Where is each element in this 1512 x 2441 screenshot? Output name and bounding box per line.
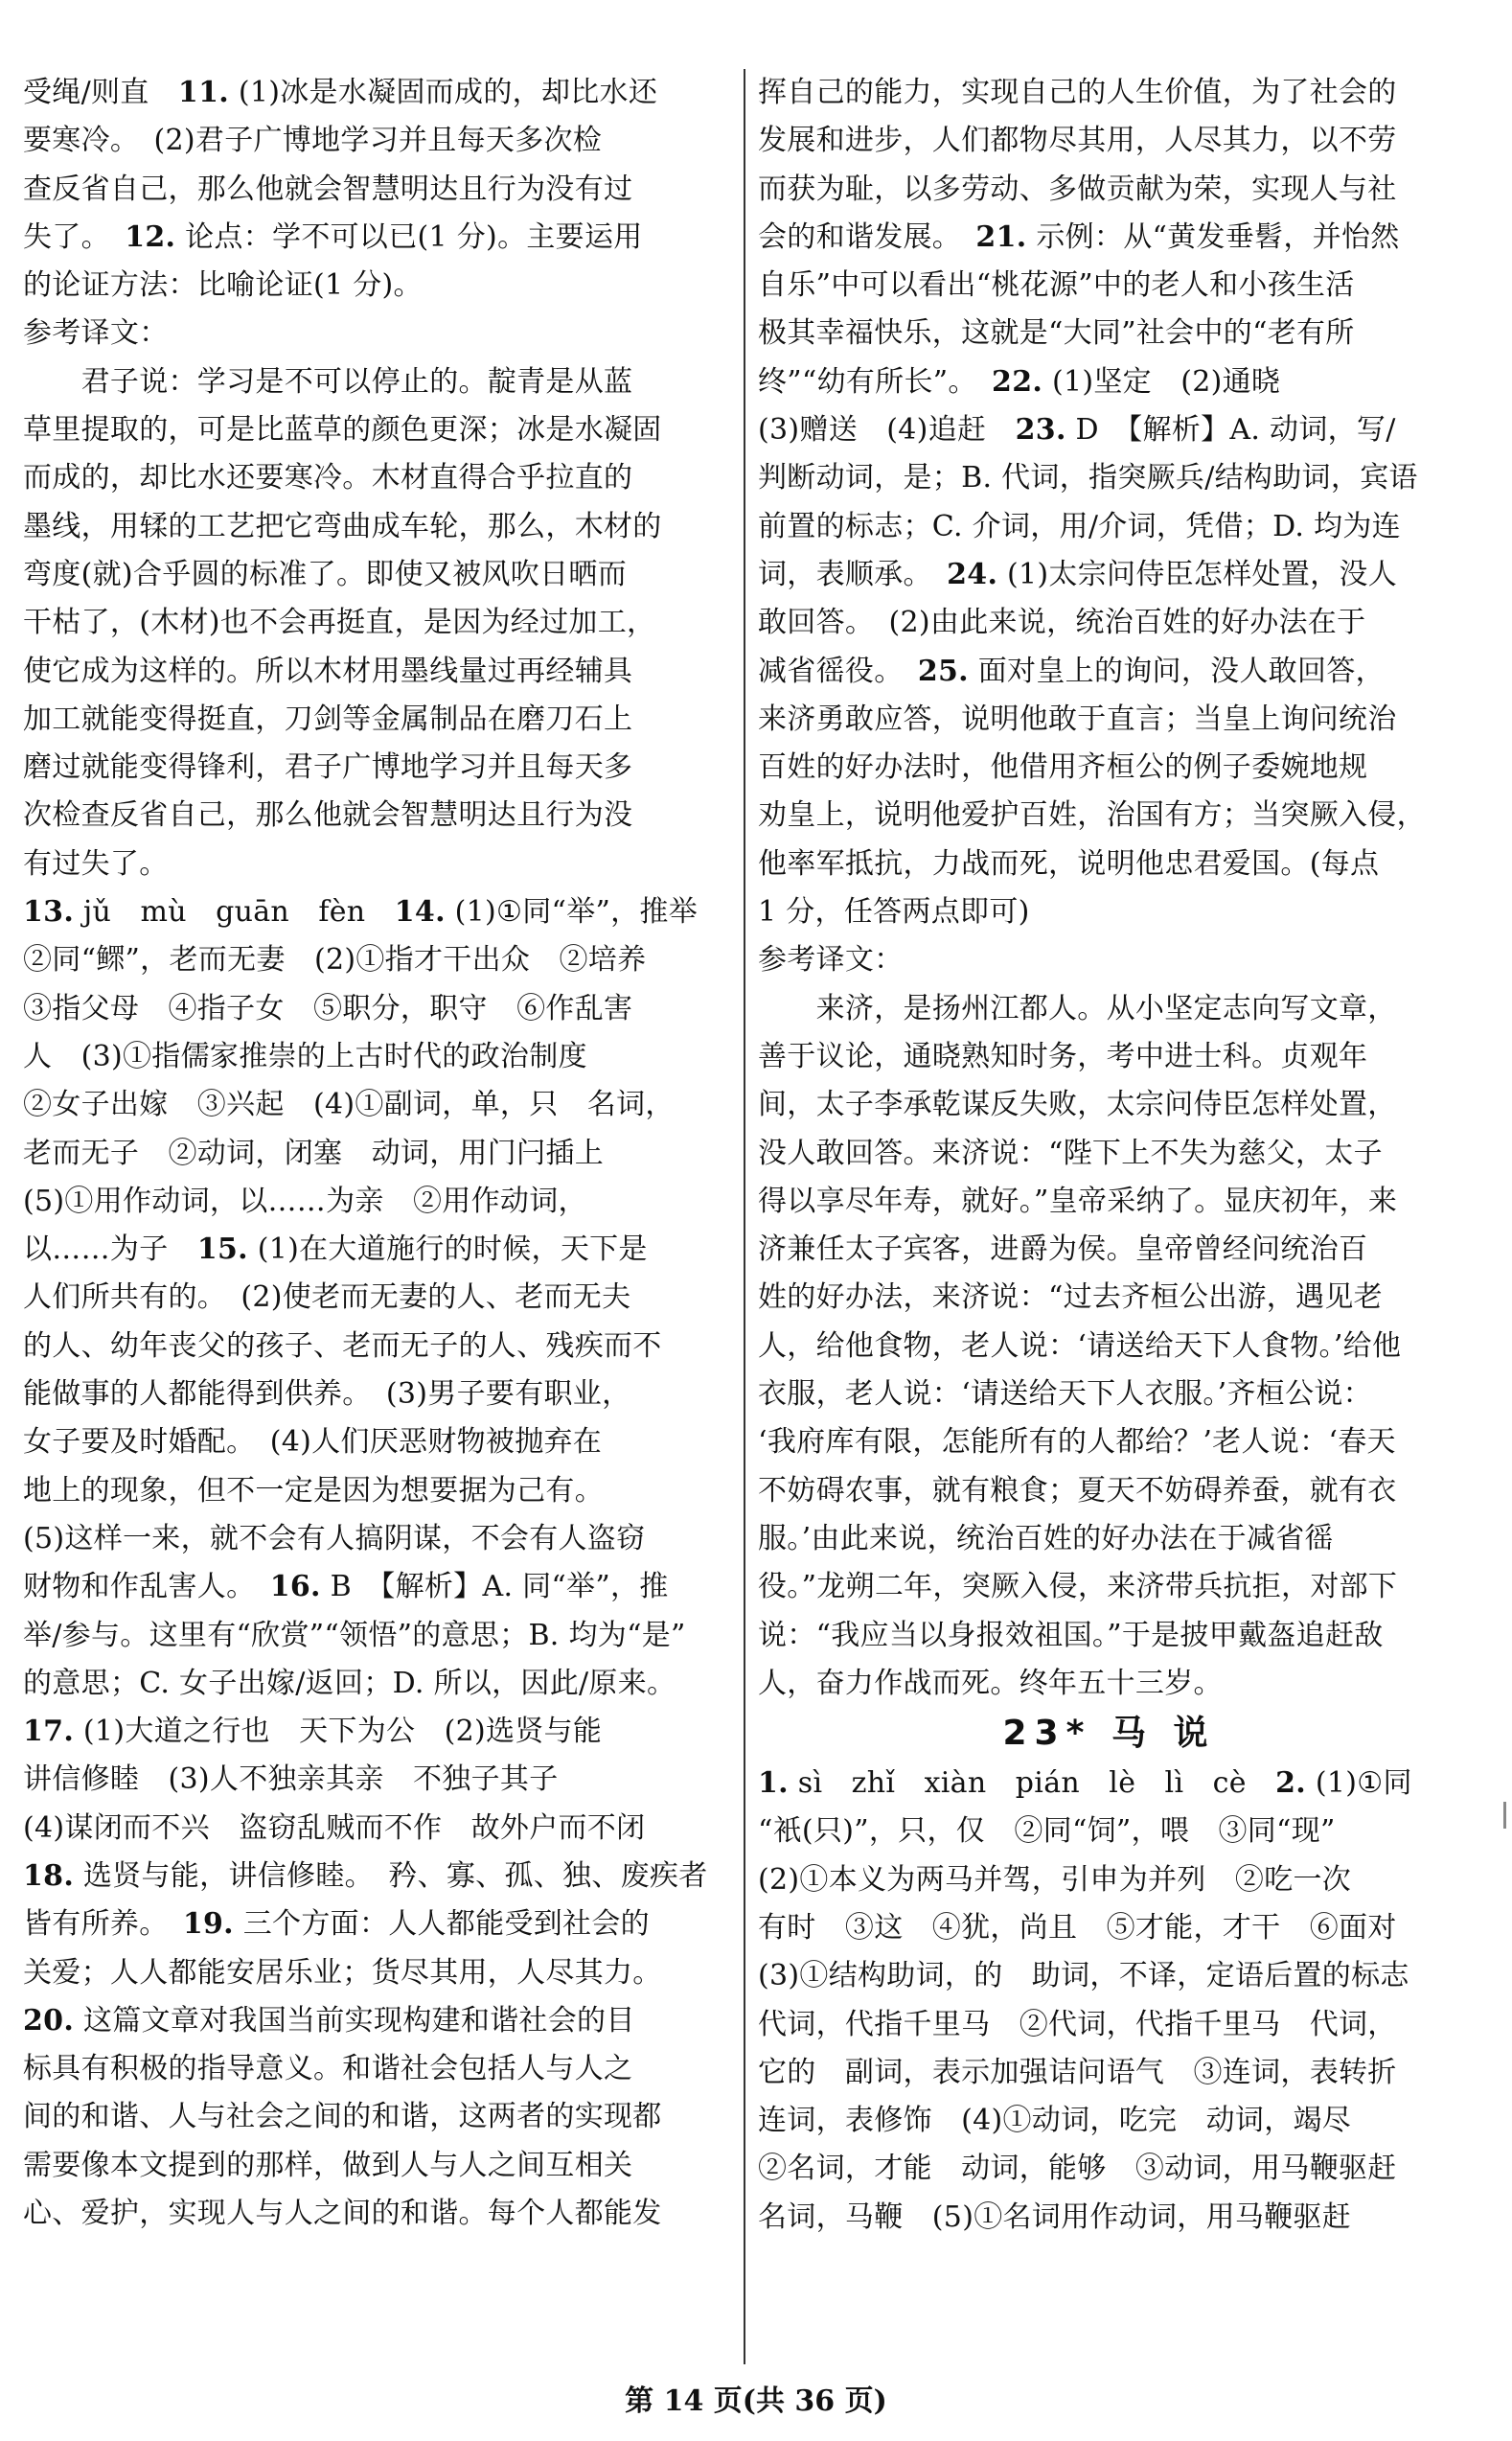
- text-line: 皆有所养。 19. 三个方面：人人都能受到社会的: [23, 1907, 650, 1942]
- text-line: 使它成为这样的。所以木材用墨线量过再经辅具: [23, 654, 633, 688]
- column-divider: [744, 69, 745, 2364]
- text-line: 而成的，却比水还要寒冷。木材直得合乎拉直的: [23, 461, 633, 495]
- text-line: ‘我府库有限，怎能所有的人都给？’老人说：‘春天: [758, 1425, 1396, 1460]
- text-line: 人 (3)①指儒家推崇的上古时代的政治制度: [23, 1039, 587, 1073]
- left-column: [23, 69, 725, 2238]
- text-line: 讲信修睦 (3)人不独亲其亲 不独子其子: [23, 1762, 559, 1797]
- text-line: 济兼任太子宾客，进爵为侯。皇帝曾经问统治百: [758, 1232, 1368, 1267]
- text-line: 判断动词，是；B. 代词，指突厥兵/结构助词，宾语: [758, 461, 1418, 495]
- text-line: 前置的标志；C. 介词，用/介词，凭借；D. 均为连: [758, 509, 1401, 543]
- text-line: ②同“鳏”，老而无妻 (2)①指才干出众 ②培养: [23, 943, 647, 978]
- text-line: 词，表顺承。 24. (1)太宗问侍臣怎样处置，没人: [758, 557, 1398, 591]
- text-line: ③指父母 ④指子女 ⑤职分，职守 ⑥作乱害: [23, 991, 633, 1025]
- text-line: 役。”龙朔二年，突厥入侵，来济带兵抗拒，对部下: [758, 1570, 1398, 1604]
- text-line: 能做事的人都能得到供养。 (3)男子要有职业，: [23, 1377, 631, 1412]
- text-line: 百姓的好办法时，他借用齐桓公的例子委婉地规: [758, 750, 1368, 785]
- text-line: 它的 副词，表示加强诘问语气 ③连词，表转折: [758, 2055, 1397, 2089]
- text-line: 君子说：学习是不可以停止的。靛青是从蓝: [23, 364, 633, 399]
- text-line: (4)谋闭而不兴 盗窃乱贼而不作 故外户而不闭: [23, 1810, 646, 1845]
- text-line: 人，给他食物，老人说：‘请送给天下人食物。’给他: [758, 1328, 1402, 1363]
- right-column-top: [758, 69, 1460, 1708]
- text-line: 参考译文：: [758, 943, 904, 978]
- text-line: 举/参与。这里有“欣赏”“领悟”的意思；B. 均为“是”: [23, 1618, 686, 1652]
- text-line: 而获为耻，以多劳动、多做贡献为荣，实现人与社: [758, 172, 1397, 206]
- text-line: 间，太子李承乾谋反失败，太宗问侍臣怎样处置，: [758, 1088, 1397, 1122]
- text-line: 草里提取的，可是比蓝草的颜色更深；冰是水凝固: [23, 413, 662, 448]
- text-line: 终”“幼有所长”。 22. (1)坚定 (2)通晓: [758, 364, 1281, 399]
- text-line: 关爱；人人都能安居乐业；货尽其用，人尽其力。: [23, 1955, 662, 1990]
- right-column-bottom: [758, 1760, 1460, 2242]
- text-line: 要寒冷。 (2)君子广博地学习并且每天多次检: [23, 124, 603, 158]
- text-line: 13. jǔ mù guān fèn 14. (1)①同“举”，推举: [23, 895, 699, 930]
- text-line: 极其幸福快乐，这就是“大同”社会中的“老有所: [758, 316, 1355, 351]
- text-line: 的人、幼年丧父的孩子、老而无子的人、残疾而不: [23, 1328, 662, 1363]
- text-line: 次检查反省自己，那么他就会智慧明达且行为没: [23, 798, 633, 833]
- text-line: 减省徭役。 25. 面对皇上的询问，没人敢回答，: [758, 654, 1385, 688]
- text-line: 说：“我应当以身报效祖国。”于是披甲戴盔追赶敌: [758, 1618, 1384, 1652]
- text-line: 代词，代指千里马 ②代词，代指千里马 代词，: [758, 2007, 1397, 2041]
- text-line: 墨线，用𫐓的工艺把它弯曲成车轮，那么，木材的: [23, 509, 662, 543]
- text-line: 衣服，老人说：‘请送给天下人衣服。’齐桓公说：: [758, 1377, 1372, 1412]
- text-line: 女子要及时婚配。 (4)人们厌恶财物被抛弃在: [23, 1425, 603, 1460]
- text-line: 1 分，任答两点即可): [758, 895, 1030, 930]
- text-line: 发展和进步，人们都物尽其用，人尽其力，以不劳: [758, 124, 1397, 158]
- text-line: 20. 这篇文章对我国当前实现构建和谐社会的目: [23, 2003, 635, 2038]
- text-line: ②名词，才能 动词，能够 ③动词，用马鞭驱赶: [758, 2152, 1397, 2186]
- text-line: “衹(只)”，只，仅 ②同“饲”，喂 ③同“现”: [758, 1814, 1336, 1849]
- text-line: 财物和作乱害人。 16. B 【解析】A. 同“举”，推: [23, 1570, 669, 1604]
- text-line: 17. (1)大道之行也 天下为公 (2)选贤与能: [23, 1715, 603, 1749]
- section-title: 23* 马 说: [1002, 1714, 1216, 1754]
- text-line: (3)赠送 (4)追赶 23. D 【解析】A. 动词，写/: [758, 413, 1396, 448]
- text-line: 连词，表修饰 (4)①动词，吃完 动词，竭尽: [758, 2104, 1352, 2138]
- text-line: 以……为子 15. (1)在大道施行的时候，天下是: [23, 1232, 648, 1267]
- text-line: 人，奋力作战而死。终年五十三岁。: [758, 1666, 1223, 1700]
- text-line: 间的和谐、人与社会之间的和谐，这两者的实现都: [23, 2100, 662, 2134]
- text-line: (5)这样一来，就不会有人搞阴谋，不会有人盗窃: [23, 1521, 646, 1555]
- text-line: 的意思；C. 女子出嫁/返回；D. 所以，因此/原来。: [23, 1666, 676, 1700]
- text-line: 参考译文：: [23, 316, 169, 351]
- text-line: 老而无子 ②动词，闭塞 动词，用门闩插上: [23, 1136, 604, 1170]
- text-line: 有过失了。: [23, 846, 169, 881]
- text-line: 不妨碍农事，就有粮食；夏天不妨碍养蚕，就有衣: [758, 1473, 1397, 1508]
- text-line: 干枯了，(木材)也不会再挺直，是因为经过加工，: [23, 606, 656, 640]
- text-line: 有时 ③这 ④犹，尚且 ⑤才能，才干 ⑥面对: [758, 1910, 1397, 1945]
- page-footer: 第 14 页(共 36 页): [625, 2384, 887, 2418]
- text-line: 服。’由此来说，统治百姓的好办法在于减省徭: [758, 1521, 1334, 1555]
- text-line: (5)①用作动词，以……为亲 ②用作动词，: [23, 1184, 587, 1218]
- text-line: ②女子出嫁 ③兴起 (4)①副词，单，只 名词，: [23, 1088, 675, 1122]
- text-line: (3)①结构助词，的 助词，不译，定语后置的标志: [758, 1959, 1409, 1993]
- text-line: 人们所共有的。 (2)使老而无妻的人、老而无夫: [23, 1280, 631, 1315]
- text-line: 来济勇敢应答，说明他敢于直言；当皇上询问统治: [758, 702, 1397, 736]
- text-line: 得以享尽年寿，就好。”皇帝采纳了。显庆初年，来: [758, 1184, 1398, 1218]
- text-line: 敢回答。 (2)由此来说，统治百姓的好办法在于: [758, 606, 1366, 640]
- text-line: 挥自己的能力，实现自己的人生价值，为了社会的: [758, 76, 1397, 109]
- text-line: 会的和谐发展。 21. 示例：从“黄发垂髫，并怡然: [758, 219, 1400, 254]
- text-line: 自乐”中可以看出“桃花源”中的老人和小孩生活: [758, 268, 1355, 303]
- text-line: 1. sì zhǐ xiàn pián lè lì cè 2. (1)①同: [758, 1766, 1412, 1801]
- text-line: 受绳/则直 11. (1)冰是水凝固而成的，却比水还: [23, 76, 658, 109]
- answer-page: [23, 69, 1460, 2379]
- text-line: 他率军抵抗，力战而死，说明他忠君爱国。(每点: [758, 846, 1380, 881]
- text-line: 标具有积极的指导意义。和谐社会包括人与人之: [23, 2052, 633, 2086]
- text-line: 查反省自己，那么他就会智慧明达且行为没有过: [23, 172, 633, 206]
- text-line: 姓的好办法，来济说：“过去齐桓公出游，遇见老: [758, 1280, 1383, 1315]
- text-line: 劝皇上，说明他爱护百姓，治国有方；当突厥入侵，: [758, 798, 1426, 833]
- text-line: 需要像本文提到的那样，做到人与人之间互相关: [23, 2148, 633, 2182]
- text-line: 没人敢回答。来济说：“陛下上不失为慈父，太子: [758, 1136, 1383, 1170]
- text-line: 名词，马鞭 (5)①名词用作动词，用马鞭驱赶: [758, 2199, 1352, 2234]
- text-line: 来济，是扬州江都人。从小坚定志向写文章，: [758, 991, 1397, 1025]
- text-line: 的论证方法：比喻论证(1 分)。: [23, 268, 423, 303]
- text-line: 心、爱护，实现人与人之间的和谐。每个人都能发: [23, 2197, 662, 2231]
- edge-mark: [1503, 1802, 1506, 1829]
- right-column: [758, 69, 1460, 2242]
- text-line: 善于议论，通晓熟知时务，考中进士科。贞观年: [758, 1039, 1368, 1073]
- text-line: 磨过就能变得锋利，君子广博地学习并且每天多: [23, 750, 633, 785]
- text-line: 失了。 12. 论点：学不可以已(1 分)。主要运用: [23, 219, 643, 254]
- text-line: (2)①本义为两马并驾，引申为并列 ②吃一次: [758, 1862, 1352, 1897]
- text-line: 18. 选贤与能，讲信修睦。 矜、寡、孤、独、废疾者: [23, 1858, 708, 1893]
- text-line: 地上的现象，但不一定是因为想要据为己有。: [23, 1473, 604, 1508]
- text-line: 弯度(就)合乎圆的标准了。即使又被风吹日晒而: [23, 557, 628, 591]
- text-line: 加工就能变得挺直，刀剑等金属制品在磨刀石上: [23, 702, 633, 736]
